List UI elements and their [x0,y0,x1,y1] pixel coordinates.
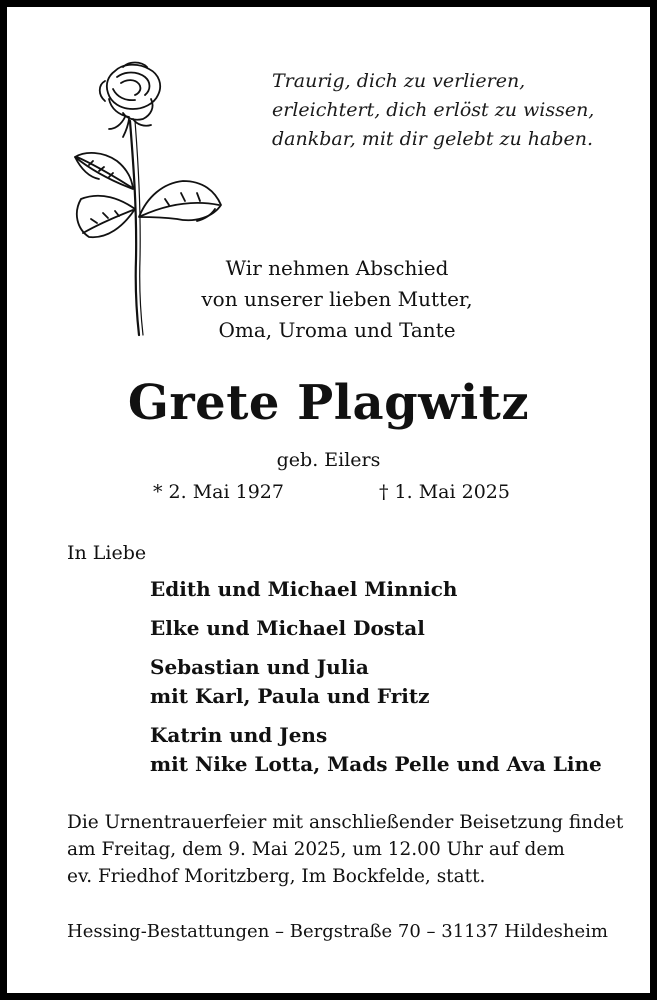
mourner-line: Sebastian und Julia [150,655,369,679]
ceremony-line: Die Urnentrauerfeier mit anschließender Beisetzung findet [67,812,624,833]
deceased-name: Grete Plagwitz [127,375,530,431]
ceremony-line: am Freitag, dem 9. Mai 2025, um 12.00 Uhr auf dem [67,839,565,860]
poem-line: erleichtert, dich erlöst zu wissen, [272,99,595,121]
mourner-line: Edith und Michael Minnich [150,577,458,601]
poem-line: dankbar, mit dir gelebt zu haben. [272,128,594,150]
mourners-intro: In Liebe [67,542,147,564]
undertaker-address: Hessing-Bestattungen – Bergstraße 70 – 31137 Hildesheim [67,921,608,942]
farewell-line: von unserer lieben Mutter, [201,287,473,311]
poem-line: Traurig, dich zu verlieren, [272,70,526,92]
mourner-line: Elke und Michael Dostal [150,616,425,640]
mourner-line: mit Nike Lotta, Mads Pelle und Ava Line [150,752,602,776]
death-date: † 1. Mai 2025 [379,481,510,503]
ceremony-info [67,809,624,890]
birth-date: * 2. Mai 1927 [153,481,284,503]
mourner-line: mit Karl, Paula und Fritz [150,684,430,708]
mourner-group [150,653,602,711]
mourner-group [150,575,602,604]
farewell-line: Wir nehmen Abschied [225,256,449,280]
farewell-text [157,253,517,346]
poem [272,67,632,154]
ceremony-line: ev. Friedhof Moritzberg, Im Bockfelde, statt. [67,866,486,887]
mourners-list [150,575,602,789]
maiden-name: geb. Eilers [276,449,381,471]
farewell-line: Oma, Uroma und Tante [218,318,456,342]
mourner-group [150,614,602,643]
mourner-line: Katrin und Jens [150,723,328,747]
mourner-group [150,721,602,779]
